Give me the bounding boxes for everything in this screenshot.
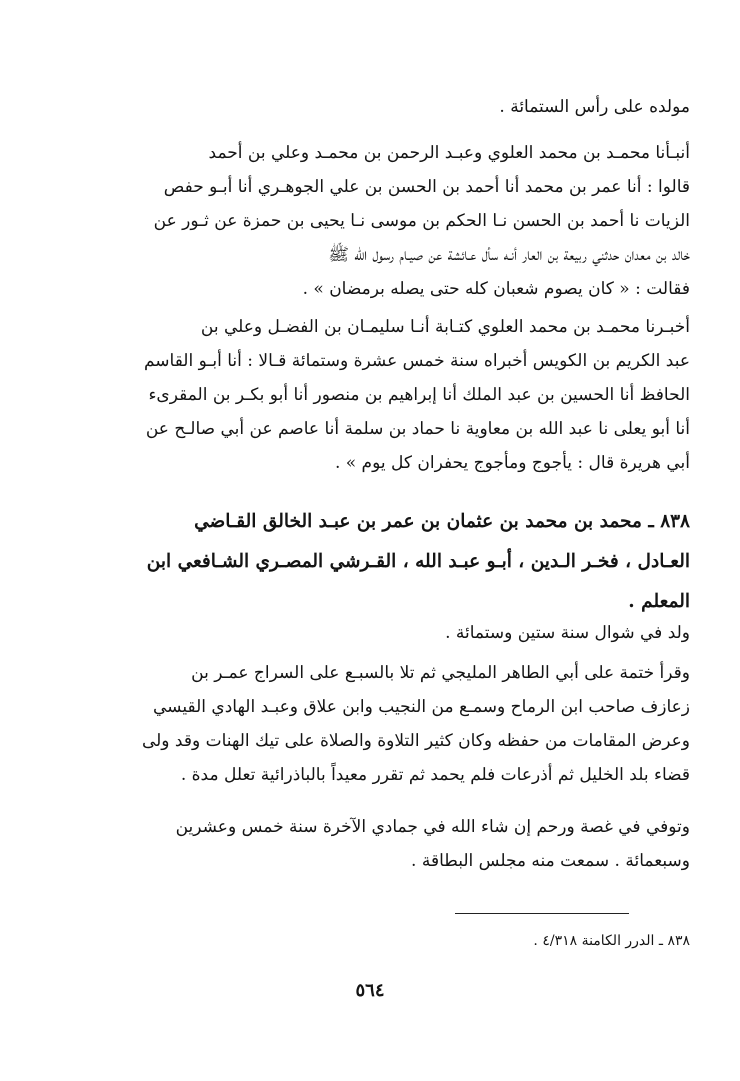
- paragraph-born: [70, 616, 690, 650]
- text-line: أنبـأنا محمـد بن محمد العلوي وعبـد الرحمن بن محمـد وعلي بن أحمد: [208, 143, 690, 163]
- text-line: أبي هريرة قال : يأجوج ومأجوج يحفران كل يوم » .: [334, 453, 690, 473]
- heading-line: ٨٣٨ ـ محمد بن محمد بن عثمان بن عمر بن عبـد الخالق القـاضي: [194, 511, 690, 532]
- text-line: ولد في شوال سنة ستين وستمائة .: [445, 623, 690, 643]
- paragraph-death: [70, 810, 690, 878]
- text-line: الحافظ أنا الحسين بن عبد الملك أنا إبراهيم بن منصور أنا أبو بكـر بن المقرىء: [148, 385, 690, 405]
- text-line: قالوا : أنا عمر بن محمد أنا أحمد بن الحسن بن علي الجوهـري أنا أبـو حفص: [163, 177, 690, 197]
- text-line: الزيات نا أحمد بن الحسن نـا الحكم بن موسى نـا يحيى بن حمزة عن ثـور عن: [153, 211, 690, 231]
- heading-line: العـادل ، فخـر الـدين ، أبـو عبـد الله ، القـرشي المصـري الشـافعي ابن: [146, 551, 690, 572]
- text-line: قضاء بلد الخليل ثم أذرعات فلم يحمد ثم تقرر معيداً بالباذرائية تعلل مدة .: [180, 765, 690, 785]
- entry-heading: [70, 502, 690, 622]
- text-line: زعازف صاحب ابن الرماح وسمـع من النجيب وابن علاق وعبـد الهادي القيسي: [153, 697, 690, 717]
- text-line: وسبعمائة . سمعت منه مجلس البطاقة .: [411, 851, 690, 871]
- paragraph-biography: [70, 656, 690, 792]
- paragraph-hadith-shaban: [70, 136, 690, 306]
- heading-line: المعلم .: [628, 591, 690, 612]
- paragraph-birth: [70, 90, 690, 124]
- text-line: أخبـرنا محمـد بن محمد العلوي كتـابة أنـا سليمـان بن الفضـل وعلي بن: [200, 317, 690, 337]
- text-line: خالد بن معدان حدثني ربيعة بن العار أنـه سأل عـائشة عن صيـام رسول الله ﷺ: [328, 245, 690, 265]
- paragraph-hadith-yajuj: [70, 310, 690, 480]
- text-line: وعرض المقامات من حفظه وكان كثير التلاوة والصلاة على تيك الهنات وقد ولى: [141, 731, 690, 751]
- page-number: ٥٦٤: [355, 980, 385, 1001]
- footnote: ٨٣٨ ـ الدرر الكامنة ٤/٣١٨ .: [533, 933, 690, 949]
- text-line: عبد الكريم بن الكويس أخبراه سنة خمس عشرة وستمائة قـالا : أنا أبـو القاسم: [143, 351, 690, 371]
- text-line: أنا أبو يعلى نا عبد الله بن معاوية نا حماد بن سلمة أنا عاصم عن أبي صالـح عن: [145, 419, 690, 439]
- text-line: مولده على رأس الستمائة .: [499, 97, 690, 117]
- text-line: وتوفي في غصة ورحم إن شاء الله في جمادي الآخرة سنة خمس وعشرين: [175, 817, 690, 837]
- footnote-divider: [455, 913, 629, 914]
- text-line: فقالت : « كان يصوم شعبان كله حتى يصله برمضان » .: [302, 279, 690, 299]
- text-line: وقرأ ختمة على أبي الطاهر المليجي ثم تلا بالسبـع على السراج عمـر بن: [191, 663, 690, 683]
